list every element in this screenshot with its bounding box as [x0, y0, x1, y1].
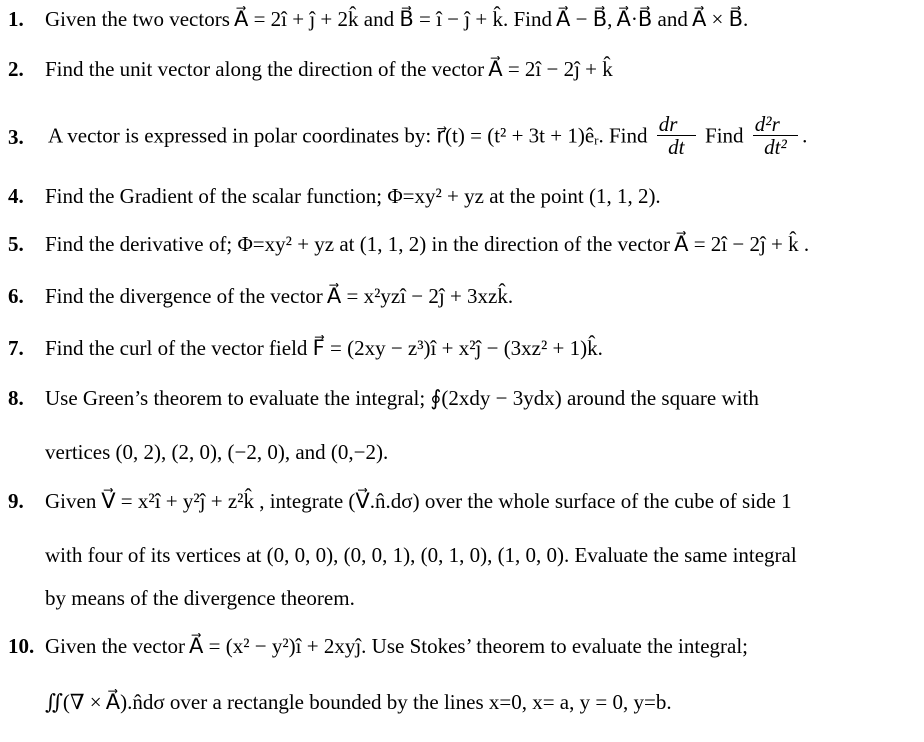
question-text: ∬(∇ × A⃗).n̂dσ over a rectangle bounded by the lines x=0, x= a, y = 0, y=b.	[45, 690, 672, 714]
q3-find2: Find	[705, 123, 744, 148]
frac-numerator: d²r⃗	[754, 112, 797, 136]
question-number: 4.	[8, 184, 24, 208]
question-number: 6.	[8, 284, 24, 308]
q3-subscript: r	[594, 132, 599, 148]
question-text: with four of its vertices at (0, 0, 0), (0, 0, 1), (0, 1, 0), (1, 0, 0). Evaluate the same integral	[45, 543, 797, 567]
question-text: Find the divergence of the vector A⃗ = x²yzî − 2ĵ + 3xzk̂.	[45, 284, 514, 308]
q3-find: . Find	[598, 123, 648, 148]
question-text: Given the vector A⃗ = (x² − y²)î + 2xyĵ. Use Stokes’ theorem to evaluate the integral;	[45, 634, 748, 658]
question-number: 1.	[8, 7, 24, 31]
question-number: 10.	[8, 634, 35, 658]
frac-numerator: dr⃗	[658, 112, 694, 136]
question-text: by means of the divergence theorem.	[45, 586, 355, 610]
q3-tail: .	[802, 123, 808, 148]
frac-denominator: dt²	[764, 135, 787, 159]
fraction-d2r-dt2	[753, 113, 798, 158]
question-text: vertices (0, 2), (2, 0), (−2, 0), and (0,−2).	[45, 440, 389, 464]
question-text: Given V⃗ = x²î + y²ĵ + z²k̂ , integrate (V⃗.n̂.dσ) over the whole surface of the cube of side 1	[45, 489, 792, 513]
frac-denominator: dt	[668, 135, 685, 159]
question-text: Find the derivative of; Φ=xy² + yz at (1, 1, 2) in the direction of the vector A⃗ = 2î − 2ĵ + k̂ .	[45, 232, 810, 256]
q3-lead: A vector is expressed in polar coordinates by: r⃗(t) = (t² + 3t + 1)ê	[48, 123, 595, 148]
question-number: 5.	[8, 232, 24, 256]
question-text: Find the Gradient of the scalar function; Φ=xy² + yz at the point (1, 1, 2).	[45, 184, 661, 208]
question-number: 2.	[8, 57, 24, 81]
question-text: Given the two vectors A⃗ = 2î + ĵ + 2k̂ and B⃗ = î − ĵ + k̂. Find A⃗ − B⃗, A⃗·B⃗ and A⃗ × B⃗.	[45, 7, 749, 31]
question-number: 8.	[8, 386, 24, 410]
question-text: Find the curl of the vector field F⃗ = (2xy − z³)î + x²ĵ − (3xz² + 1)k̂.	[45, 336, 603, 360]
question-number: 9.	[8, 489, 24, 513]
question-number: 3.	[8, 125, 24, 149]
question-number: 7.	[8, 336, 24, 360]
fraction-dr-dt	[657, 113, 696, 158]
question-text: Use Green’s theorem to evaluate the integral; ∮(2xdy − 3ydx) around the square with	[45, 386, 759, 410]
question-text: Find the unit vector along the direction of the vector A⃗ = 2î − 2ĵ + k̂	[45, 57, 613, 81]
question-text	[48, 113, 807, 158]
